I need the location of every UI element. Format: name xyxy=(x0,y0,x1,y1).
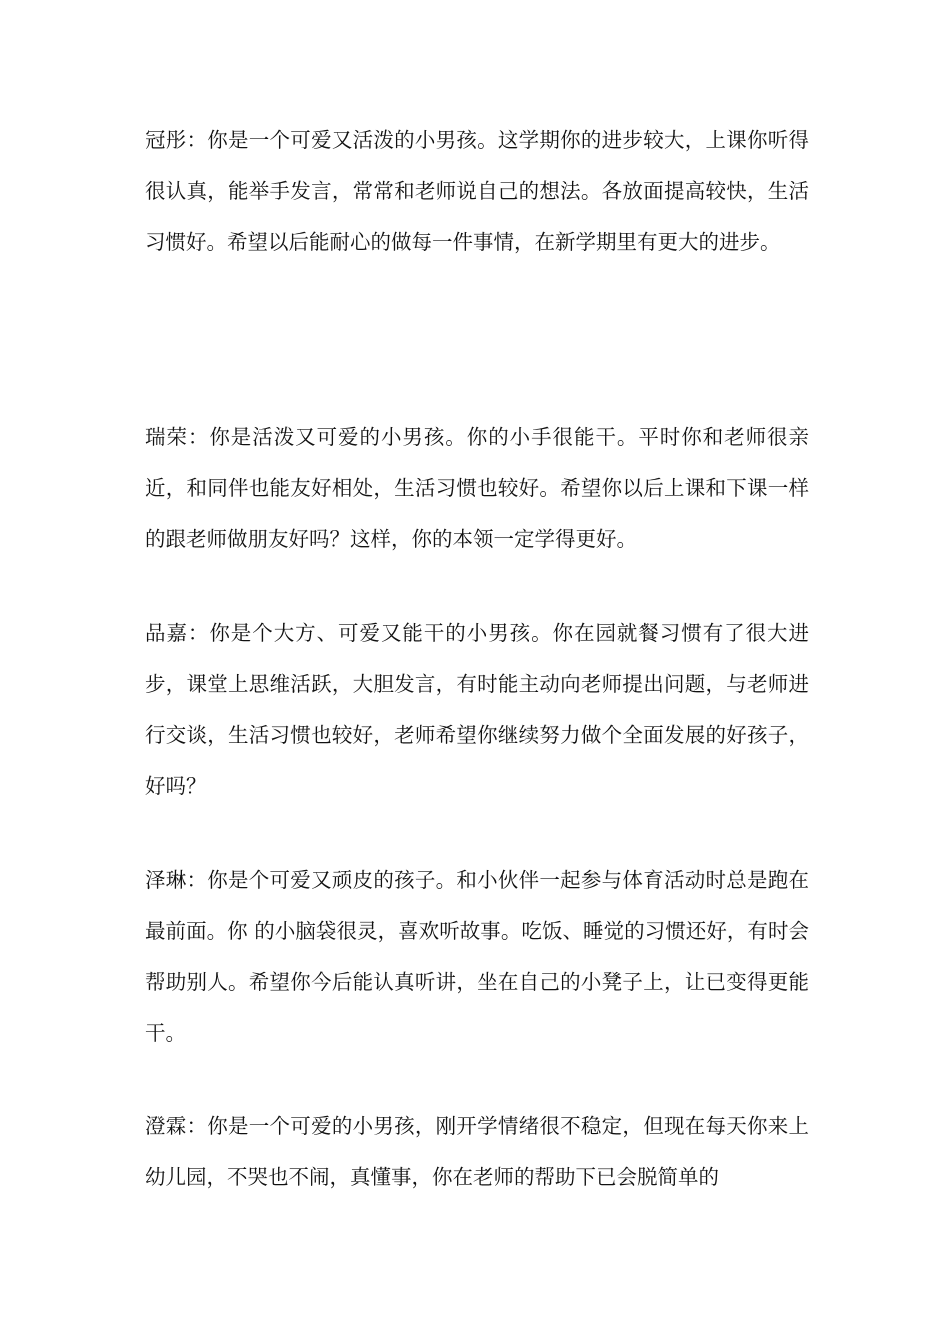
comment-paragraph-zelin: 泽琳：你是个可爱又顽皮的孩子。和小伙伴一起参与体育活动时总是跑在最前面。你 的小脑袋很灵，喜欢听故事。吃饭、睡觉的习惯还好，有时会帮助别人。希望你今后能认真听讲，坐在自己的小凳子上，让已变得更能干。 xyxy=(145,868,809,1045)
comment-paragraph-chenglin: 澄霖：你是一个可爱的小男孩，刚开学情绪很不稳定，但现在每天你来上幼儿园，不哭也不闹，真懂事，你在老师的帮助下已会脱简单的 xyxy=(145,1114,809,1189)
comment-paragraph-pinjia: 品嘉：你是个大方、可爱又能干的小男孩。你在园就餐习惯有了很大进步，课堂上思维活跃，大胆发言，有时能主动向老师提出问题，与老师进行交谈，生活习惯也较好，老师希望你继续努力做个全面发展的好孩子，好吗？ xyxy=(145,621,809,798)
comment-paragraph-ruirong: 瑞荣：你是活泼又可爱的小男孩。你的小手很能干。平时你和老师很亲近，和同伴也能友好相处，生活习惯也较好。希望你以后上课和下课一样的跟老师做朋友好吗？这样，你的本领一定学得更好。 xyxy=(145,425,809,551)
comment-paragraph-guantong: 冠彤：你是一个可爱又活泼的小男孩。这学期你的进步较大，上课你听得很认真，能举手发言，常常和老师说自己的想法。各放面提高较快，生活习惯好。希望以后能耐心的做每一件事情，在新学期里有更大的进步。 xyxy=(145,128,809,254)
